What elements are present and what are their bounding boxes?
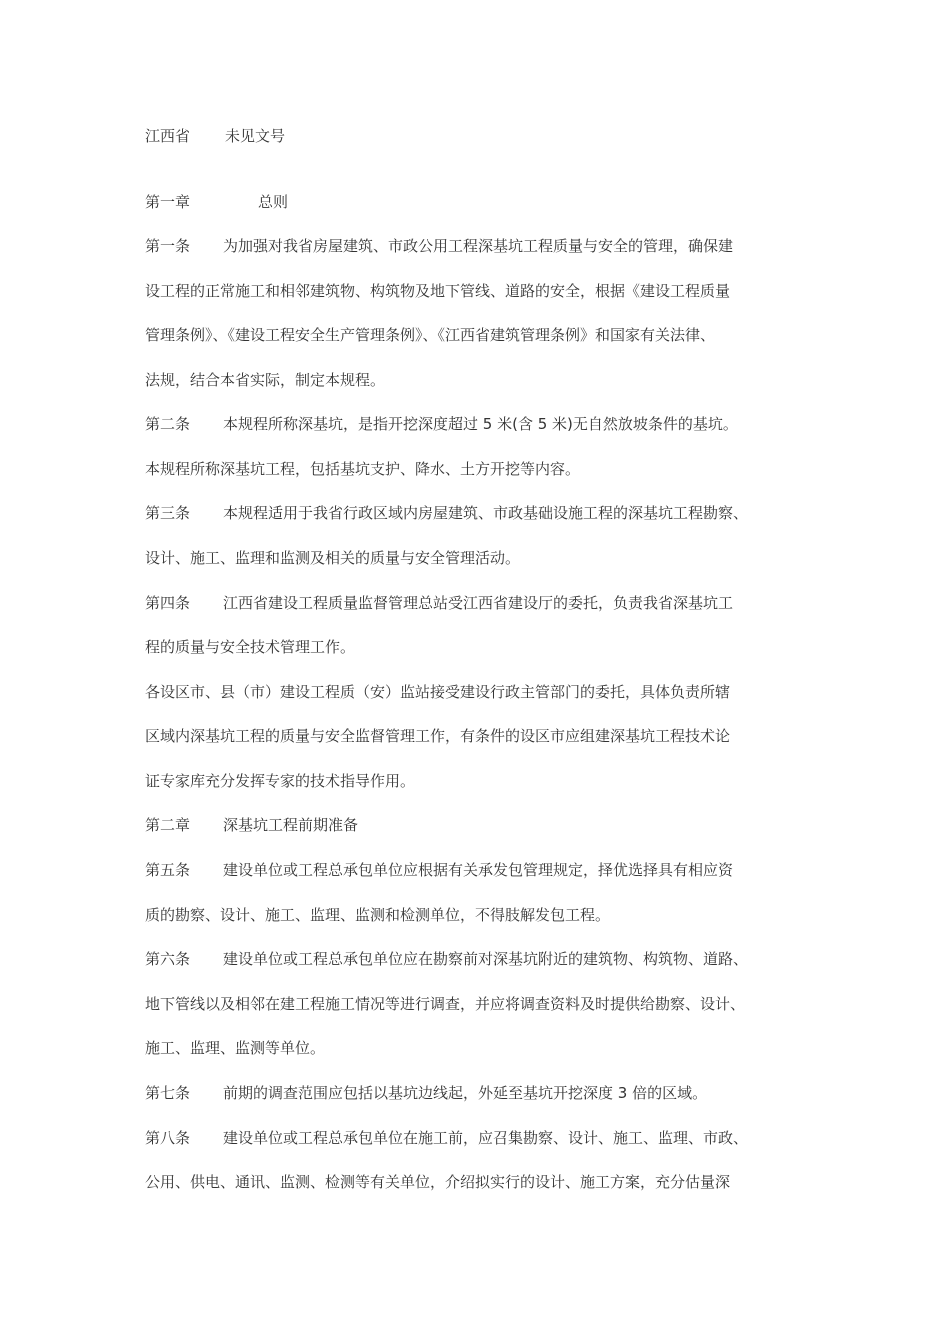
article-label: 第一条 bbox=[145, 237, 191, 255]
article-1-line-2: 设工程的正常施工和相邻建筑物、构筑物及地下管线、道路的安全，根据《建设工程质量 bbox=[145, 282, 731, 300]
header-doc-number: 未见文号 bbox=[225, 127, 286, 145]
article-text: 建设单位或工程总承包单位应根据有关承发包管理规定，择优选择具有相应资 bbox=[223, 861, 734, 879]
article-label: 第二条 bbox=[145, 415, 191, 433]
chapter-title: 总则 bbox=[258, 193, 289, 211]
article-8-line-1 bbox=[145, 1128, 748, 1148]
article-text: 江西省建设工程质量监督管理总站受江西省建设厅的委托，负责我省深基坑工 bbox=[223, 594, 734, 612]
article-6-line-3: 施工、监理、监测等单位。 bbox=[145, 1039, 326, 1057]
article-5-line-1 bbox=[145, 860, 733, 880]
chapter-heading bbox=[145, 815, 358, 835]
chapter-label: 第二章 bbox=[145, 816, 191, 834]
article-4-line-3: 各设区市、县（市）建设工程质（安）监站接受建设行政主管部门的委托，具体负责所辖 bbox=[145, 683, 731, 701]
article-3-line-1 bbox=[145, 503, 748, 523]
article-label: 第四条 bbox=[145, 594, 191, 612]
article-2-line-1 bbox=[145, 414, 738, 434]
article-1-line-1 bbox=[145, 236, 733, 256]
chapter-title: 深基坑工程前期准备 bbox=[223, 816, 359, 834]
article-1-line-3: 管理条例》、《建设工程安全生产管理条例》、《江西省建筑管理条例》和国家有关法律、 bbox=[145, 326, 716, 344]
article-label: 第五条 bbox=[145, 861, 191, 879]
article-text: 本规程所称深基坑，是指开挖深度超过 5 米(含 5 米)无自然放坡条件的基坑。 bbox=[223, 415, 738, 433]
header-line bbox=[145, 126, 285, 146]
article-label: 第七条 bbox=[145, 1084, 191, 1102]
article-2-line-2: 本规程所称深基坑工程，包括基坑支护、降水、土方开挖等内容。 bbox=[145, 460, 581, 478]
article-4-line-2: 程的质量与安全技术管理工作。 bbox=[145, 638, 356, 656]
article-4-line-4: 区域内深基坑工程的质量与安全监督管理工作，有条件的设区市应组建深基坑工程技术论 bbox=[145, 727, 731, 745]
article-7-line-1 bbox=[145, 1083, 707, 1103]
article-4-line-5: 证专家库充分发挥专家的技术指导作用。 bbox=[145, 772, 416, 790]
article-text: 建设单位或工程总承包单位在施工前，应召集勘察、设计、施工、监理、市政、 bbox=[223, 1129, 749, 1147]
article-text: 前期的调查范围应包括以基坑边线起，外延至基坑开挖深度 3 倍的区域。 bbox=[223, 1084, 708, 1102]
article-label: 第六条 bbox=[145, 950, 191, 968]
article-4-line-1 bbox=[145, 593, 733, 613]
article-1-line-4: 法规，结合本省实际，制定本规程。 bbox=[145, 371, 386, 389]
article-5-line-2: 质的勘察、设计、施工、监理、监测和检测单位，不得肢解发包工程。 bbox=[145, 906, 611, 924]
article-3-line-2: 设计、施工、监理和监测及相关的质量与安全管理活动。 bbox=[145, 549, 521, 567]
article-8-line-2: 公用、供电、通讯、监测、检测等有关单位，介绍拟实行的设计、施工方案，充分估量深 bbox=[145, 1173, 731, 1191]
article-text: 为加强对我省房屋建筑、市政公用工程深基坑工程质量与安全的管理，确保建 bbox=[223, 237, 734, 255]
header-province: 江西省 bbox=[145, 127, 191, 145]
article-text: 建设单位或工程总承包单位应在勘察前对深基坑附近的建筑物、构筑物、道路、 bbox=[223, 950, 749, 968]
chapter-heading bbox=[145, 192, 288, 212]
article-6-line-2: 地下管线以及相邻在建工程施工情况等进行调查，并应将调查资料及时提供给勘察、设计、 bbox=[145, 995, 746, 1013]
article-label: 第八条 bbox=[145, 1129, 191, 1147]
chapter-label: 第一章 bbox=[145, 193, 191, 211]
article-text: 本规程适用于我省行政区域内房屋建筑、市政基础设施工程的深基坑工程勘察、 bbox=[223, 504, 749, 522]
article-label: 第三条 bbox=[145, 504, 191, 522]
article-6-line-1 bbox=[145, 949, 748, 969]
